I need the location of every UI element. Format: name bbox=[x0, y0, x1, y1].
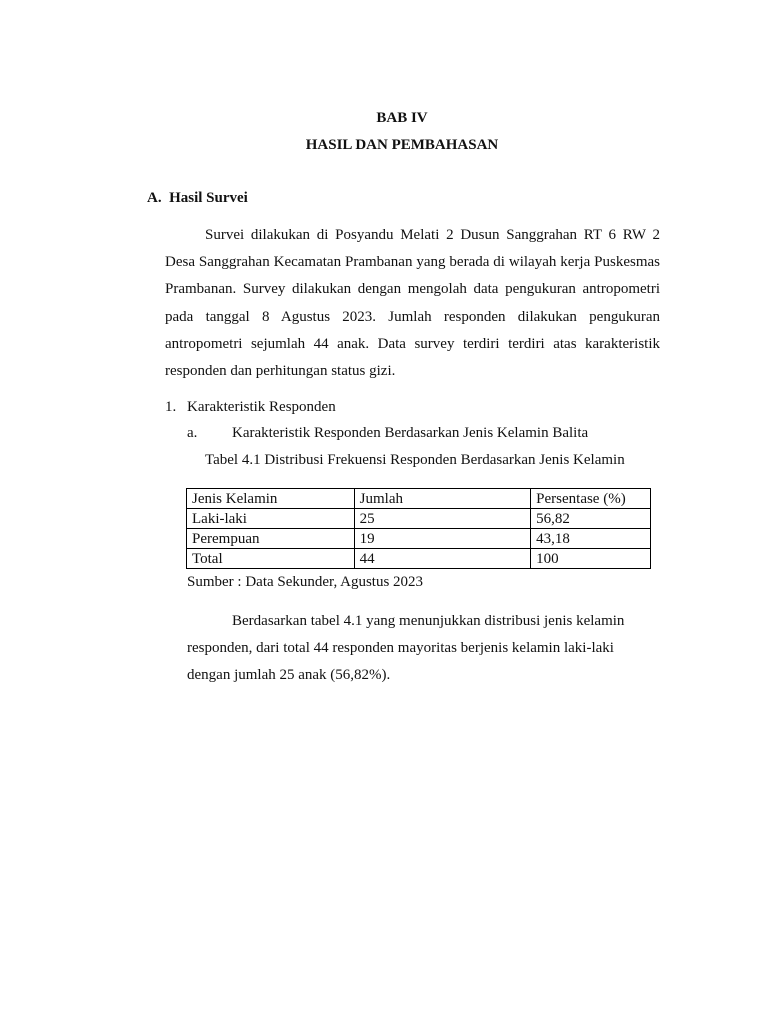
intro-paragraph: Survei dilakukan di Posyandu Melati 2 Dusun Sanggrahan RT 6 RW 2 Desa Sanggrahan Kecamatan Prambanan yang berada di wilayah kerja Puskesmas Prambanan. Survey dilakukan dengan mengolah data pengukuran antropometri pada tanggal 8 Agustus 2023. Jumlah responden dilakukan pengukuran antropometri sejumlah 44 anak. Data survey terdiri terdiri atas karakteristik responden dan perhitungan status gizi. bbox=[165, 227, 660, 380]
list-item-1-text: Karakteristik Responden bbox=[187, 399, 336, 415]
gender-distribution-table bbox=[186, 488, 651, 569]
table-cell: 100 bbox=[531, 549, 651, 569]
list-subitem-a bbox=[187, 425, 589, 442]
list-subitem-a-letter: a. bbox=[187, 425, 198, 441]
section-heading bbox=[147, 190, 248, 207]
table-cell: Perempuan bbox=[187, 529, 355, 549]
table-source: Sumber : Data Sekunder, Agustus 2023 bbox=[187, 574, 424, 590]
table-row bbox=[187, 509, 651, 529]
table-cell: 19 bbox=[354, 529, 531, 549]
table-cell: Total bbox=[187, 549, 355, 569]
chapter-number: BAB IV bbox=[376, 110, 428, 126]
table-header-cell: Jumlah bbox=[354, 489, 531, 509]
table-header-cell: Persentase (%) bbox=[531, 489, 651, 509]
list-item-1 bbox=[165, 399, 336, 416]
table-header-row bbox=[187, 489, 651, 509]
discussion-paragraph: Berdasarkan tabel 4.1 yang menunjukkan distribusi jenis kelamin responden, dari total 44 responden mayoritas berjenis kelamin laki-laki dengan jumlah 25 anak (56,82%). bbox=[187, 613, 625, 683]
table-cell: Laki-laki bbox=[187, 509, 355, 529]
list-item-1-number: 1. bbox=[165, 399, 177, 415]
section-label: A. bbox=[147, 190, 162, 206]
table-cell: 25 bbox=[354, 509, 531, 529]
table-cell: 43,18 bbox=[531, 529, 651, 549]
table-caption: Tabel 4.1 Distribusi Frekuensi Responden Berdasarkan Jenis Kelamin bbox=[205, 452, 625, 468]
table-row bbox=[187, 549, 651, 569]
list-subitem-a-text: Karakteristik Responden Berdasarkan Jenis Kelamin Balita bbox=[232, 425, 589, 441]
table-header-cell: Jenis Kelamin bbox=[187, 489, 355, 509]
table-cell: 44 bbox=[354, 549, 531, 569]
chapter-title: HASIL DAN PEMBAHASAN bbox=[305, 137, 499, 153]
table-cell: 56,82 bbox=[531, 509, 651, 529]
table-row bbox=[187, 529, 651, 549]
section-title: Hasil Survei bbox=[169, 190, 248, 206]
